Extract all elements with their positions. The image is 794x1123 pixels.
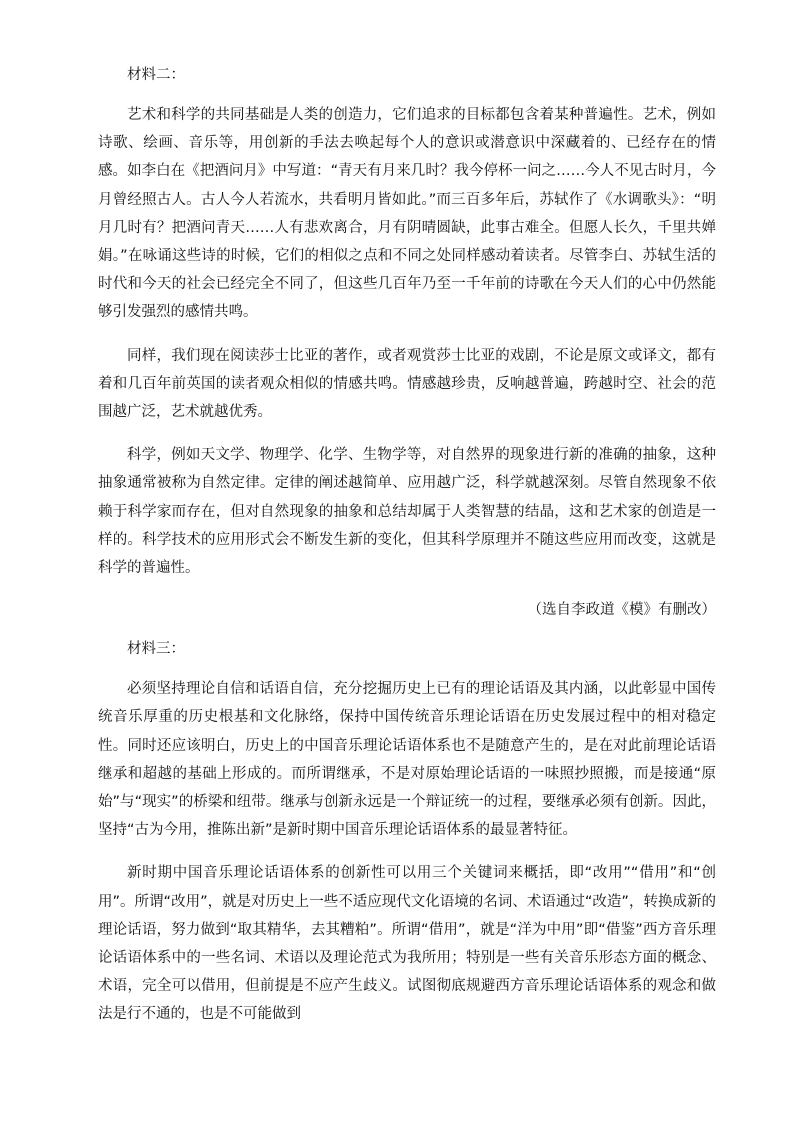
material-3-paragraph-1: 必须坚持理论自信和话语自信，充分挖掘历史上已有的理论话语及其内涵，以此彰显中国传统音乐厚重的历史根基和文化脉络，保持中国传统音乐理论话语在历史发展过程中的相对稳定性。同时还应该明白，历史上的中国音乐理论话语体系也不是随意产生的，是在对此前理论话语继承和超越的基础上形成的。而所谓继承，不是对原始理论话语的一味照抄照搬，而是接通“原始”与“现实”的桥梁和纽带。继承与创新永远是一个辩证统一的过程，要继承必须有创新。因此，坚持“古为今用，推陈出新”是新时期中国音乐理论话语体系的最显著特征。	[98, 681, 716, 839]
material-2-paragraph-2: 同样，我们现在阅读莎士比亚的著作，或者观赏莎士比亚的戏剧，不论是原文或译文，都有着和几百年前英国的读者观众相似的情感共鸣。情感越珍贵，反响越普遍，跨越时空、社会的范围越广泛，艺术就越优秀。	[98, 347, 716, 421]
material-3-paragraph-2: 新时期中国音乐理论话语体系的创新性可以用三个关键词来概括，即“改用”“借用”和“创用”。所谓“改用”，就是对历史上一些不适应现代文化语境的名词、术语通过“改造”，转换成新的理论话语，努力做到“取其精华，去其糟粕”。所谓“借用”，就是“洋为中用”即“借鉴”西方音乐理论话语体系中的一些名词、术语以及理论范式为我所用；特别是一些有关音乐形态方面的概念、术语，完全可以借用，但前提是不应产生歧义。试图彻底规避西方音乐理论话语体系的观念和做法是行不通的，也是不可能做到	[98, 865, 716, 1023]
material-2-heading: 材料二：	[127, 67, 185, 83]
material-3-heading: 材料三：	[127, 641, 185, 658]
material-2-paragraph-1: 艺术和科学的共同基础是人类的创造力，它们追求的目标都包含着某种普遍性。艺术，例如诗歌、绘画、音乐等，用创新的手法去唤起每个人的意识或潜意识中深藏着的、已经存在的情感。如李白在《把酒问月》中写道：“青天有月来几时？我今停杯一问之……今人不见古时月，今月曾经照古人。古人今人若流水，共看明月皆如此。”而三百多年后，苏轼作了《水调歌头》：“明月几时有？把酒问青天……人有悲欢离合，月有阴晴圆缺，此事古难全。但愿人长久，千里共婵娟。”在咏诵这些诗的时候，它们的相似之点和不同之处同样感动着读者。尽管李白、苏轼生活的时代和今天的社会已经完全不同了，但这些几百年乃至一千年前的诗歌在今天人们的心中仍然能够引发强烈的感情共鸣。	[98, 107, 716, 321]
material-2-paragraph-3: 科学，例如天文学、物理学、化学、生物学等，对自然界的现象进行新的准确的抽象，这种抽象通常被称为自然定律。定律的阐述越简单、应用越广泛，科学就越深刻。尽管自然现象不依赖于科学家而存在，但对自然现象的抽象和总结却属于人类智慧的结晶，这和艺术家的创造是一样的。科学技术的应用形式会不断发生新的变化，但其科学原理并不随这些应用而改变，这就是科学的普遍性。	[98, 447, 716, 577]
document-body	[98, 62, 716, 1044]
material-2-source-citation: （选自李政道《模》有删改）	[527, 602, 716, 619]
